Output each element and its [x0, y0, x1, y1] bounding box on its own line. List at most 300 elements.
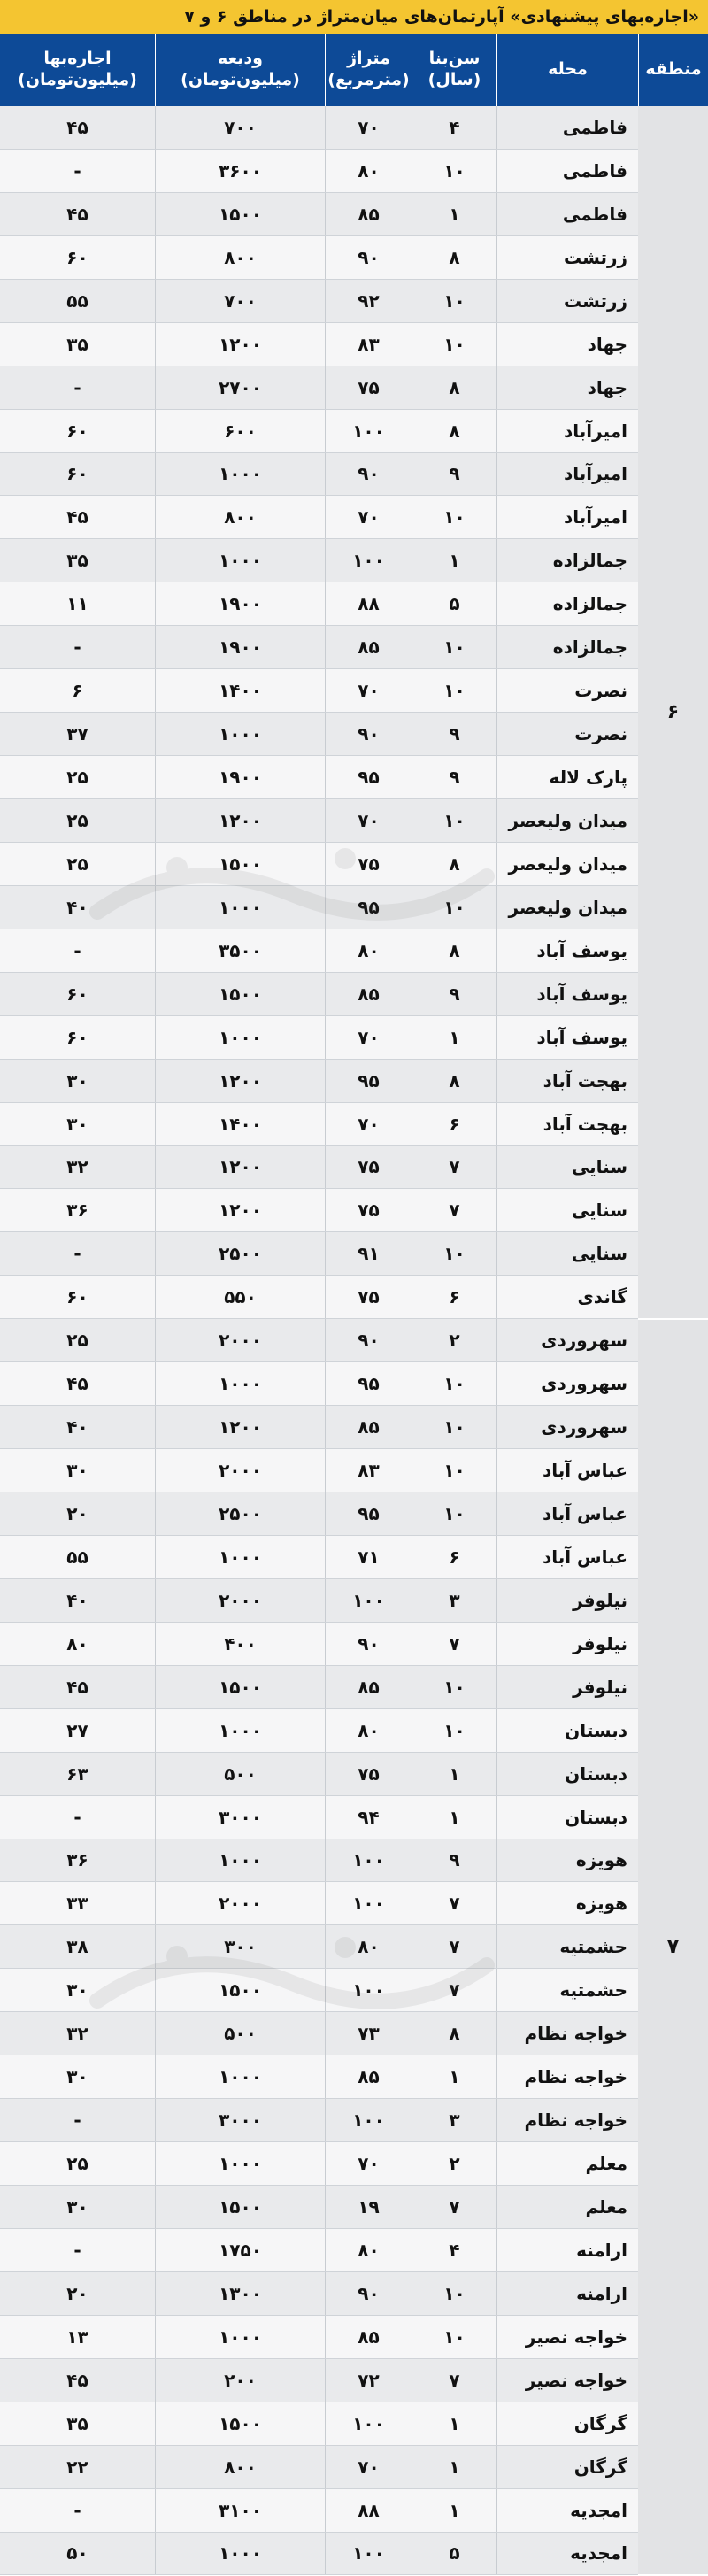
header-neighborhood: محله: [496, 34, 638, 106]
area-cell: ۹۵: [325, 1060, 412, 1102]
table-row: [0, 886, 638, 929]
area-cell: ۱۰۰: [325, 1969, 412, 2011]
age-cell: ۱۰: [412, 1666, 496, 1708]
area-cell: ۹۰: [325, 713, 412, 755]
deposit-cell: ۱۵۰۰: [155, 843, 325, 885]
area-cell: ۷۰: [325, 669, 412, 712]
neighborhood-cell: دبستان: [496, 1709, 638, 1752]
header-region: منطقه: [638, 34, 708, 106]
age-cell: ۱۰: [412, 1709, 496, 1752]
deposit-cell: ۸۰۰: [155, 496, 325, 538]
neighborhood-cell: معلم: [496, 2142, 638, 2185]
neighborhood-cell: هویزه: [496, 1882, 638, 1924]
neighborhood-cell: عباس آباد: [496, 1492, 638, 1535]
deposit-cell: ۳۰۰۰: [155, 1796, 325, 1839]
table-row: [0, 323, 638, 366]
area-cell: ۸۳: [325, 1449, 412, 1492]
area-cell: ۹۵: [325, 886, 412, 929]
table-row: [0, 1103, 638, 1146]
rent-cell: -: [73, 2499, 81, 2521]
deposit-cell: ۱۰۰۰: [155, 886, 325, 929]
area-cell: ۸۵: [325, 1666, 412, 1708]
table-row: [0, 1666, 638, 1709]
area-cell: ۱۰۰: [325, 2402, 412, 2445]
table-row: [0, 1623, 638, 1666]
deposit-cell: ۱۷۵۰: [155, 2229, 325, 2271]
table-row: [0, 106, 638, 150]
table-row: [0, 2229, 638, 2272]
area-cell: ۹۵: [325, 1362, 412, 1405]
rent-cell: ۳۳: [66, 1893, 88, 1915]
rent-cell: ۵۵: [66, 1546, 88, 1568]
age-cell: ۱۰: [412, 886, 496, 929]
deposit-cell: ۱۰۰۰: [155, 1536, 325, 1578]
neighborhood-cell: سهروردی: [496, 1406, 638, 1448]
rent-cell: ۴۵: [66, 2369, 88, 2391]
area-cell: ۷۰: [325, 106, 412, 149]
area-cell: ۷۰: [325, 2446, 412, 2488]
age-cell: ۱۰: [412, 626, 496, 668]
deposit-cell: ۲۵۰۰: [155, 1232, 325, 1275]
table-row: [0, 2446, 638, 2489]
deposit-cell: ۱۲۰۰: [155, 799, 325, 842]
rent-cell: ۴۵: [66, 1676, 88, 1698]
rent-cell: ۳۶: [66, 1849, 88, 1871]
neighborhood-cell: یوسف آباد: [496, 973, 638, 1015]
table-row: [0, 1492, 638, 1536]
neighborhood-cell: فاطمی: [496, 193, 638, 235]
rent-cell: ۶۰: [66, 463, 88, 485]
age-cell: ۱۰: [412, 280, 496, 322]
rent-cell: ۶۰: [66, 420, 88, 442]
age-cell: ۶: [412, 1536, 496, 1578]
deposit-cell: ۱۰۰۰: [155, 1709, 325, 1752]
rent-cell: ۶۰: [66, 246, 88, 268]
neighborhood-cell: امجدیه: [496, 2533, 638, 2575]
table-row: [0, 2489, 638, 2533]
rent-cell: ۳۰: [66, 2195, 88, 2217]
table-row: [0, 539, 638, 582]
table-row: [0, 150, 638, 193]
region-column: [638, 106, 708, 2576]
table-row: [0, 1276, 638, 1319]
neighborhood-cell: یوسف آباد: [496, 929, 638, 972]
neighborhood-cell: امیرآباد: [496, 453, 638, 496]
table-row: [0, 1882, 638, 1925]
area-cell: ۸۰: [325, 1925, 412, 1968]
table-row: [0, 1839, 638, 1883]
area-cell: ۸۸: [325, 2489, 412, 2532]
rent-cell: ۲۰: [66, 2282, 88, 2304]
age-cell: ۱: [412, 2489, 496, 2532]
table-body: [0, 106, 708, 2575]
neighborhood-cell: جمالزاده: [496, 582, 638, 625]
table-row: [0, 410, 638, 453]
deposit-cell: ۱۰۰۰: [155, 713, 325, 755]
age-cell: ۱۰: [412, 1362, 496, 1405]
age-cell: ۱: [412, 1753, 496, 1795]
area-cell: ۹۰: [325, 1319, 412, 1361]
age-cell: ۹: [412, 973, 496, 1015]
deposit-cell: ۱۰۰۰: [155, 2055, 325, 2098]
neighborhood-cell: نصرت: [496, 713, 638, 755]
age-cell: ۱۰: [412, 1449, 496, 1492]
neighborhood-cell: نصرت: [496, 669, 638, 712]
age-cell: ۱۰: [412, 496, 496, 538]
table-row: [0, 366, 638, 410]
neighborhood-cell: میدان ولیعصر: [496, 799, 638, 842]
area-cell: ۷۰: [325, 1016, 412, 1059]
rent-cell: ۳۶: [66, 1199, 88, 1222]
header-deposit: ودیعه (میلیون‌تومان): [155, 34, 325, 106]
table-header: [0, 34, 708, 106]
neighborhood-cell: میدان ولیعصر: [496, 843, 638, 885]
area-cell: ۸۵: [325, 2055, 412, 2098]
neighborhood-cell: ارامنه: [496, 2272, 638, 2315]
neighborhood-cell: خواجه نصیر: [496, 2316, 638, 2358]
area-cell: ۱۰۰: [325, 2533, 412, 2575]
table-row: [0, 2359, 638, 2402]
age-cell: ۱: [412, 2446, 496, 2488]
area-cell: ۱۹: [325, 2186, 412, 2228]
area-cell: ۱۰۰: [325, 1882, 412, 1924]
area-cell: ۷۵: [325, 1146, 412, 1189]
header-rent: اجاره‌بها (میلیون‌تومان): [18, 49, 137, 89]
rent-cell: ۲۵: [66, 852, 88, 875]
age-cell: ۱۰: [412, 323, 496, 366]
deposit-cell: ۴۰۰: [155, 1623, 325, 1665]
table-row: [0, 929, 638, 973]
age-cell: ۸: [412, 929, 496, 972]
table-row: [0, 2533, 638, 2576]
rent-cell: ۳۰: [66, 1460, 88, 1482]
deposit-cell: ۸۰۰: [155, 236, 325, 279]
neighborhood-cell: فاطمی: [496, 150, 638, 192]
deposit-cell: ۲۰۰: [155, 2359, 325, 2402]
neighborhood-cell: نیلوفر: [496, 1666, 638, 1708]
table-row: [0, 236, 638, 280]
area-cell: ۷۵: [325, 1276, 412, 1318]
rent-cell: -: [73, 636, 81, 659]
age-cell: ۱۰: [412, 669, 496, 712]
age-cell: ۵: [412, 2533, 496, 2575]
neighborhood-cell: سهروردی: [496, 1362, 638, 1405]
area-cell: ۹۰: [325, 2272, 412, 2315]
neighborhood-cell: گرگان: [496, 2446, 638, 2488]
neighborhood-cell: بهجت آباد: [496, 1060, 638, 1102]
rent-cell: -: [73, 2109, 81, 2132]
rent-cell: ۳۵: [66, 333, 88, 355]
table-row: [0, 193, 638, 236]
area-cell: ۸۳: [325, 323, 412, 366]
area-cell: ۹۴: [325, 1796, 412, 1839]
rent-cell: -: [73, 2239, 81, 2261]
deposit-cell: ۵۰۰: [155, 2012, 325, 2055]
rent-cell: ۳۲: [66, 2023, 88, 2045]
table-row: [0, 1925, 638, 1969]
neighborhood-cell: دبستان: [496, 1796, 638, 1839]
deposit-cell: ۲۰۰۰: [155, 1579, 325, 1622]
area-cell: ۸۵: [325, 1406, 412, 1448]
rent-cell: ۴۵: [66, 1373, 88, 1395]
age-cell: ۸: [412, 236, 496, 279]
rent-cell: ۳۲: [66, 1156, 88, 1178]
age-cell: ۸: [412, 366, 496, 409]
neighborhood-cell: زرتشت: [496, 280, 638, 322]
region-cell: ۶: [638, 106, 708, 1320]
neighborhood-cell: نیلوفر: [496, 1579, 638, 1622]
table-row: [0, 2012, 638, 2055]
area-cell: ۷۰: [325, 496, 412, 538]
deposit-cell: ۱۵۰۰: [155, 973, 325, 1015]
deposit-cell: ۱۵۰۰: [155, 1969, 325, 2011]
neighborhood-cell: حشمتیه: [496, 1925, 638, 1968]
table-row: [0, 2099, 638, 2142]
deposit-cell: ۱۰۰۰: [155, 1016, 325, 1059]
deposit-cell: ۱۹۰۰: [155, 626, 325, 668]
rent-cell: ۶۰: [66, 983, 88, 1005]
neighborhood-cell: گرگان: [496, 2402, 638, 2445]
table-row: [0, 1060, 638, 1103]
area-cell: ۸۸: [325, 582, 412, 625]
table-row: [0, 2402, 638, 2446]
neighborhood-cell: معلم: [496, 2186, 638, 2228]
deposit-cell: ۵۰۰: [155, 1753, 325, 1795]
area-cell: ۸۵: [325, 973, 412, 1015]
table-row: [0, 2272, 638, 2316]
rent-cell: ۱۳: [66, 2325, 88, 2348]
deposit-cell: ۷۰۰: [155, 106, 325, 149]
rent-cell: ۳۵: [66, 550, 88, 572]
deposit-cell: ۱۵۰۰: [155, 2186, 325, 2228]
rent-cell: -: [73, 939, 81, 961]
table-rows: [0, 106, 638, 2575]
deposit-cell: ۱۵۰۰: [155, 1666, 325, 1708]
table-row: [0, 669, 638, 713]
table-row: [0, 280, 638, 323]
table-row: [0, 453, 638, 497]
table-row: [0, 1536, 638, 1579]
deposit-cell: ۳۵۰۰: [155, 929, 325, 972]
area-cell: ۸۰: [325, 150, 412, 192]
deposit-cell: ۱۲۰۰: [155, 1146, 325, 1189]
neighborhood-cell: خواجه نظام: [496, 2055, 638, 2098]
rent-cell: ۵۰: [66, 2542, 88, 2564]
neighborhood-cell: فاطمی: [496, 106, 638, 149]
deposit-cell: ۲۷۰۰: [155, 366, 325, 409]
neighborhood-cell: خواجه نصیر: [496, 2359, 638, 2402]
age-cell: ۱۰: [412, 2316, 496, 2358]
area-cell: ۷۵: [325, 1753, 412, 1795]
deposit-cell: ۳۶۰۰: [155, 150, 325, 192]
age-cell: ۲: [412, 1319, 496, 1361]
deposit-cell: ۵۵۰: [155, 1276, 325, 1318]
rent-cell: ۴۵: [66, 116, 88, 138]
area-cell: ۹۰: [325, 1623, 412, 1665]
rent-cell: ۳۰: [66, 1979, 88, 2001]
age-cell: ۷: [412, 1189, 496, 1231]
age-cell: ۸: [412, 410, 496, 452]
deposit-cell: ۱۴۰۰: [155, 669, 325, 712]
header-age: سن‌بنا (سال): [412, 34, 496, 106]
rent-cell: ۲۵: [66, 2153, 88, 2175]
table-row: [0, 1579, 638, 1623]
area-cell: ۸۰: [325, 1709, 412, 1752]
deposit-cell: ۱۰۰۰: [155, 453, 325, 496]
rent-cell: -: [73, 1243, 81, 1265]
age-cell: ۱۰: [412, 2272, 496, 2315]
rent-cell: -: [73, 1806, 81, 1828]
area-cell: ۱۰۰: [325, 539, 412, 582]
age-cell: ۱۰: [412, 1406, 496, 1448]
age-cell: ۴: [412, 106, 496, 149]
area-cell: ۷۰: [325, 799, 412, 842]
region-cell: ۷: [638, 1320, 708, 2576]
rent-cell: ۳۰: [66, 1069, 88, 1091]
deposit-cell: ۱۰۰۰: [155, 2533, 325, 2575]
age-cell: ۱: [412, 1016, 496, 1059]
table-row: [0, 1449, 638, 1492]
area-cell: ۸۰: [325, 2229, 412, 2271]
neighborhood-cell: جمالزاده: [496, 626, 638, 668]
area-cell: ۷۵: [325, 366, 412, 409]
neighborhood-cell: بهجت آباد: [496, 1103, 638, 1145]
area-cell: ۸۵: [325, 626, 412, 668]
deposit-cell: ۱۰۰۰: [155, 2142, 325, 2185]
rent-cell: ۲۰: [66, 1502, 88, 1524]
age-cell: ۷: [412, 1882, 496, 1924]
age-cell: ۴: [412, 2229, 496, 2271]
area-cell: ۸۵: [325, 193, 412, 235]
neighborhood-cell: میدان ولیعصر: [496, 886, 638, 929]
age-cell: ۹: [412, 756, 496, 798]
age-cell: ۷: [412, 1623, 496, 1665]
neighborhood-cell: سنایی: [496, 1232, 638, 1275]
table-row: [0, 2316, 638, 2359]
rent-cell: ۳۵: [66, 2412, 88, 2434]
rent-cell: ۶۰: [66, 1026, 88, 1048]
deposit-cell: ۳۰۰۰: [155, 2099, 325, 2141]
rent-cell: ۲۵: [66, 809, 88, 831]
area-cell: ۸۵: [325, 2316, 412, 2358]
age-cell: ۷: [412, 2186, 496, 2228]
area-cell: ۹۱: [325, 1232, 412, 1275]
table-row: [0, 626, 638, 669]
deposit-cell: ۱۰۰۰: [155, 1362, 325, 1405]
table-row: [0, 973, 638, 1016]
area-cell: ۸۰: [325, 929, 412, 972]
neighborhood-cell: نیلوفر: [496, 1623, 638, 1665]
neighborhood-cell: جهاد: [496, 366, 638, 409]
deposit-cell: ۱۳۰۰: [155, 2272, 325, 2315]
age-cell: ۷: [412, 1146, 496, 1189]
page-title-banner: [0, 0, 708, 34]
table-row: [0, 756, 638, 799]
age-cell: ۸: [412, 1060, 496, 1102]
rent-cell: -: [73, 376, 81, 398]
age-cell: ۷: [412, 2359, 496, 2402]
deposit-cell: ۳۱۰۰: [155, 2489, 325, 2532]
age-cell: ۱۰: [412, 1232, 496, 1275]
table-row: [0, 1969, 638, 2012]
table-row: [0, 799, 638, 843]
deposit-cell: ۱۰۰۰: [155, 539, 325, 582]
age-cell: ۵: [412, 582, 496, 625]
neighborhood-cell: ارامنه: [496, 2229, 638, 2271]
neighborhood-cell: عباس آباد: [496, 1449, 638, 1492]
age-cell: ۹: [412, 713, 496, 755]
age-cell: ۱۰: [412, 799, 496, 842]
neighborhood-cell: جهاد: [496, 323, 638, 366]
deposit-cell: ۲۰۰۰: [155, 1449, 325, 1492]
age-cell: ۱: [412, 2055, 496, 2098]
table-row: [0, 2186, 638, 2229]
table-row: [0, 1232, 638, 1276]
area-cell: ۹۰: [325, 453, 412, 496]
deposit-cell: ۲۵۰۰: [155, 1492, 325, 1535]
deposit-cell: ۱۲۰۰: [155, 1189, 325, 1231]
area-cell: ۹۰: [325, 236, 412, 279]
page-title: «اجاره‌بهای پیشنهادی» آپارتمان‌های میان‌متراژ در مناطق ۶ و ۷: [184, 7, 699, 27]
neighborhood-cell: امجدیه: [496, 2489, 638, 2532]
rent-cell: ۲۵: [66, 767, 88, 789]
rent-cell: ۳۰: [66, 2066, 88, 2088]
area-cell: ۷۵: [325, 1189, 412, 1231]
deposit-cell: ۲۰۰۰: [155, 1882, 325, 1924]
rent-cell: ۴۵: [66, 506, 88, 528]
age-cell: ۸: [412, 2012, 496, 2055]
area-cell: ۹۵: [325, 1492, 412, 1535]
deposit-cell: ۳۰۰: [155, 1925, 325, 1968]
rent-cell: ۳۷: [66, 723, 88, 745]
table-row: [0, 1796, 638, 1839]
deposit-cell: ۱۲۰۰: [155, 323, 325, 366]
deposit-cell: ۱۰۰۰: [155, 2316, 325, 2358]
neighborhood-cell: هویزه: [496, 1839, 638, 1882]
deposit-cell: ۱۹۰۰: [155, 582, 325, 625]
area-cell: ۷۵: [325, 843, 412, 885]
table-row: [0, 843, 638, 886]
table-row: [0, 1189, 638, 1232]
table-row: [0, 1753, 638, 1796]
neighborhood-cell: عباس آباد: [496, 1536, 638, 1578]
age-cell: ۳: [412, 2099, 496, 2141]
table-row: [0, 1362, 638, 1406]
neighborhood-cell: یوسف آباد: [496, 1016, 638, 1059]
area-cell: ۹۲: [325, 280, 412, 322]
neighborhood-cell: خواجه نظام: [496, 2099, 638, 2141]
age-cell: ۱۰: [412, 1492, 496, 1535]
age-cell: ۱: [412, 1796, 496, 1839]
area-cell: ۷۲: [325, 2359, 412, 2402]
rent-cell: ۲۵: [66, 1330, 88, 1352]
table-row: [0, 713, 638, 756]
area-cell: ۹۵: [325, 756, 412, 798]
rent-cell: ۳۸: [66, 1936, 88, 1958]
neighborhood-cell: پارک لاله: [496, 756, 638, 798]
area-cell: ۷۰: [325, 2142, 412, 2185]
deposit-cell: ۱۲۰۰: [155, 1406, 325, 1448]
neighborhood-cell: دبستان: [496, 1753, 638, 1795]
deposit-cell: ۱۴۰۰: [155, 1103, 325, 1145]
table-row: [0, 1146, 638, 1190]
neighborhood-cell: سنایی: [496, 1146, 638, 1189]
neighborhood-cell: سنایی: [496, 1189, 638, 1231]
deposit-cell: ۲۰۰۰: [155, 1319, 325, 1361]
rent-cell: ۴۰: [66, 1589, 88, 1611]
table-row: [0, 1406, 638, 1449]
deposit-cell: ۱۲۰۰: [155, 1060, 325, 1102]
